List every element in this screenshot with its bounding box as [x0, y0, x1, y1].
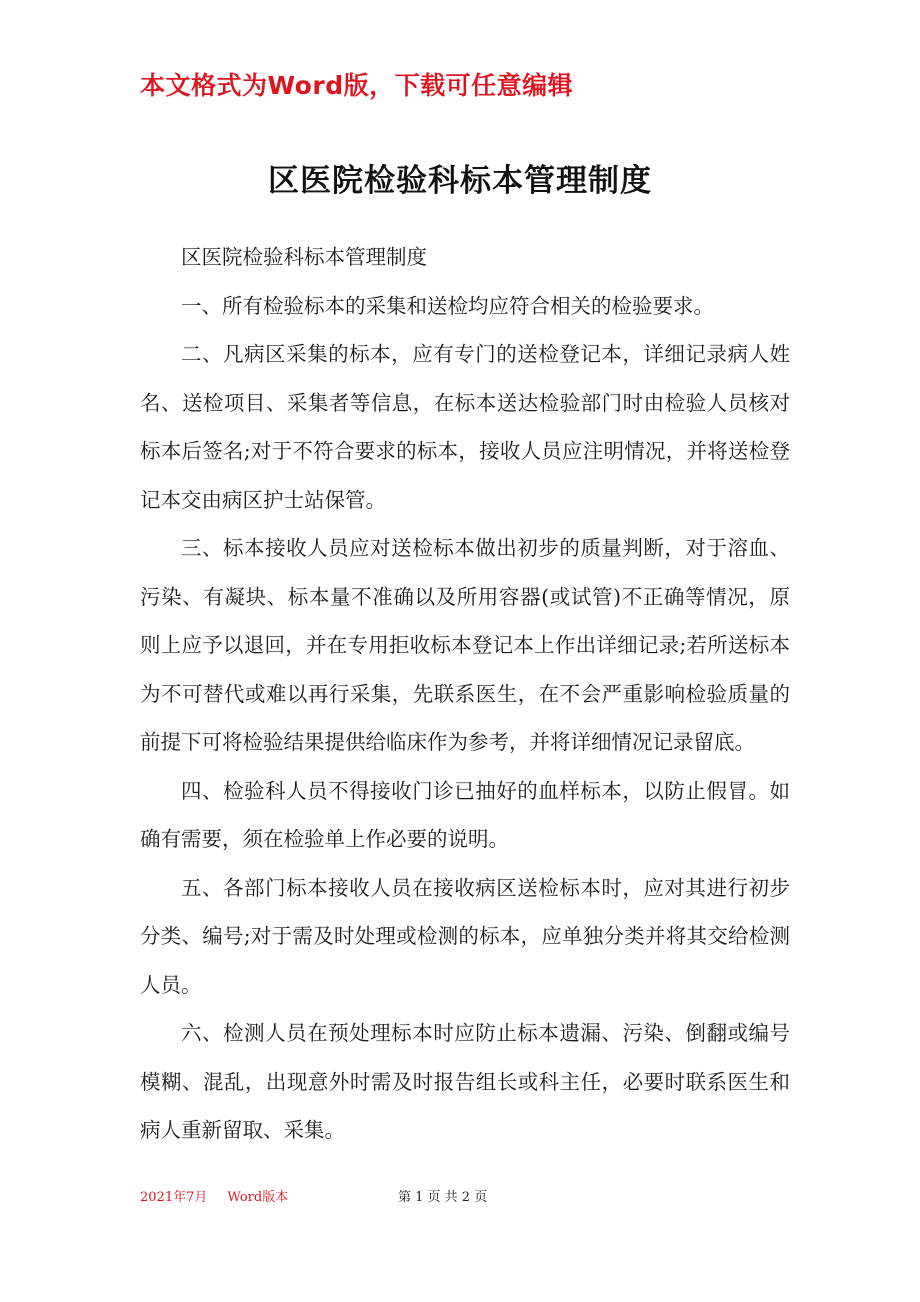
footer-version: Word版本: [227, 1190, 289, 1205]
paragraph-rule-4: 四、检验科人员不得接收门诊已抽好的血样标本，以防止假冒。如确有需要，须在检验单上作必要的说明。: [140, 778, 790, 851]
paragraph-rule-3: 三、标本接收人员应对送检标本做出初步的质量判断，对于溶血、污染、有凝块、标本量不准确以及所用容器(或试管)不正确等情况，原则上应予以退回，并在专用拒收标本登记本上作出详细记录;若所送标本为不可替代或难以再行采集，先联系医生，在不会严重影响检验质量的前提下可将检验结果提供给临床作为参考，并将详细情况记录留底。: [140, 536, 790, 754]
paragraph-heading: 区医院检验科标本管理制度: [181, 245, 427, 269]
footer-date: 2021年7月: [140, 1190, 208, 1205]
footer-page-number: 第 1 页 共 2 页: [398, 1190, 488, 1205]
document-title: 区医院检验科标本管理制度: [268, 163, 652, 199]
format-notice-banner: 本文格式为Word版，下载可任意编辑: [140, 71, 574, 100]
paragraph-rule-1: 一、所有检验标本的采集和送检均应符合相关的检验要求。: [181, 293, 714, 318]
document-body: [140, 233, 790, 1155]
paragraph-rule-2: 二、凡病区采集的标本，应有专门的送检登记本，详细记录病人姓名、送检项目、采集者等信息，在标本送达检验部门时由检验人员核对标本后签名;对于不符合要求的标本，接收人员应注明情况，并将送检登记本交由病区护士站保管。: [140, 342, 790, 512]
page-footer: [140, 1186, 488, 1205]
paragraph-rule-6: 六、检测人员在预处理标本时应防止标本遗漏、污染、倒翻或编号模糊、混乱，出现意外时需及时报告组长或科主任，必要时联系医生和病人重新留取、采集。: [140, 1021, 790, 1142]
paragraph-rule-5: 五、各部门标本接收人员在接收病区送检标本时，应对其进行初步分类、编号;对于需及时处理或检测的标本，应单独分类并将其交给检测人员。: [140, 875, 790, 997]
